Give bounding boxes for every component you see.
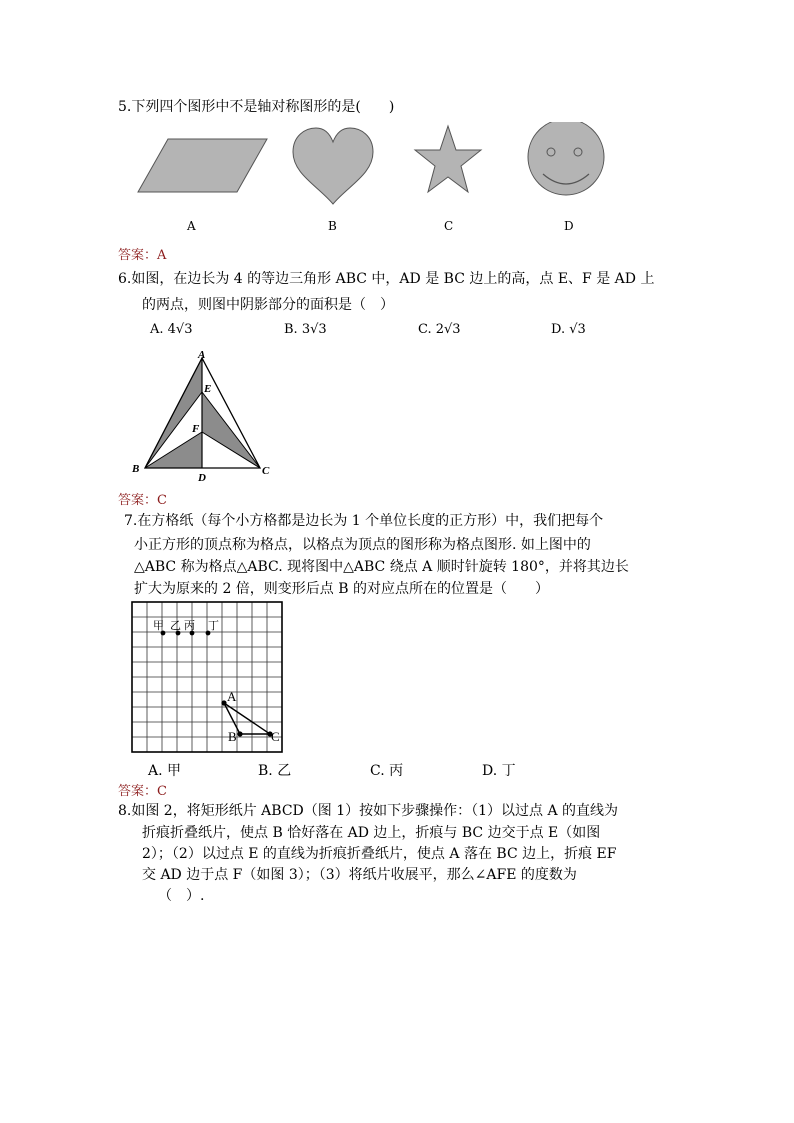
heart-shape xyxy=(293,128,373,204)
q6-point-b: B xyxy=(132,463,140,475)
q8-line2: 折痕折叠纸片，使点 B 恰好落在 AD 边上，折痕与 BC 边交于点 E（如图 xyxy=(142,825,601,841)
q5-answer: 答案：A xyxy=(118,248,167,263)
q6-option-d: D. √3 xyxy=(551,322,586,337)
q5-label-b: B xyxy=(328,219,337,233)
q6-point-d: D xyxy=(198,472,206,484)
q7-point-c: C xyxy=(271,729,280,744)
q7-option-a: A. 甲 xyxy=(148,763,182,779)
q7-grid-label-yi: 乙 xyxy=(170,619,181,632)
q6-point-a: A xyxy=(198,350,206,361)
q7-stem-line2: 小正方形的顶点称为格点，以格点为顶点的图形称为格点图形. 如上图中的 xyxy=(134,537,591,553)
q7-stem-line1: 7.在方格纸（每个小方格都是边长为 1 个单位长度的正方形）中，我们把每个 xyxy=(124,513,604,529)
q6-stem-line2: 的两点，则图中阴影部分的面积是（ ） xyxy=(142,297,394,313)
q6-stem-line1: 6.如图，在边长为 4 的等边三角形 ABC 中，AD 是 BC 边上的高，点 E、F 是 AD 上 xyxy=(118,271,655,287)
q7-grid-label-jia: 甲 xyxy=(153,619,164,632)
q7-grid-figure xyxy=(128,600,288,760)
q7-point-a: A xyxy=(227,689,237,704)
q7-stem-line4: 扩大为原来的 2 倍，则变形后点 B 的对应点所在的位置是（ ） xyxy=(134,581,549,597)
q5-label-c: C xyxy=(444,219,454,233)
q6-point-e: E xyxy=(204,383,212,395)
q7-grid-label-ding: 丁 xyxy=(208,619,219,632)
q5-label-d: D xyxy=(564,219,574,233)
star-shape xyxy=(415,126,481,192)
q6-answer: 答案：C xyxy=(118,493,167,508)
q6-option-a: A. 4√3 xyxy=(150,322,193,337)
q6-option-b: B. 3√3 xyxy=(284,322,327,337)
q5-figures xyxy=(120,122,620,214)
q8-line4: 交 AD 边于点 F（如图 3）；（3）将纸片收展平，那么∠AFE 的度数为 xyxy=(142,867,577,883)
q7-point-b: B xyxy=(228,729,237,744)
q8-line5: （ ）. xyxy=(158,888,205,904)
q8-line3: 2）；（2）以过点 E 的直线为折痕折叠纸片，使点 A 落在 BC 边上，折痕 EF xyxy=(142,846,617,862)
q5-label-a: A xyxy=(187,219,196,233)
parallelogram-shape xyxy=(138,139,267,192)
q7-stem-line3: △ABC 称为格点△ABC. 现将图中△ABC 绕点 A 顺时针旋转 180°，并将其边长 xyxy=(134,559,629,575)
q6-point-f: F xyxy=(192,423,200,435)
q7-option-c: C. 丙 xyxy=(370,763,404,779)
q5-stem: 5.下列四个图形中不是轴对称图形的是( ) xyxy=(118,99,395,115)
q8-line1: 8.如图 2，将矩形纸片 ABCD（图 1）按如下步骤操作：（1）以过点 A 的直线为 xyxy=(118,803,619,819)
q7-option-d: D. 丁 xyxy=(482,763,516,779)
q6-point-c: C xyxy=(262,465,270,477)
q7-answer: 答案：C xyxy=(118,784,167,799)
q7-option-b: B. 乙 xyxy=(258,763,292,779)
q6-option-c: C. 2√3 xyxy=(418,322,461,337)
q7-grid-label-bing: 丙 xyxy=(184,619,195,632)
q6-triangle-figure xyxy=(128,350,278,485)
